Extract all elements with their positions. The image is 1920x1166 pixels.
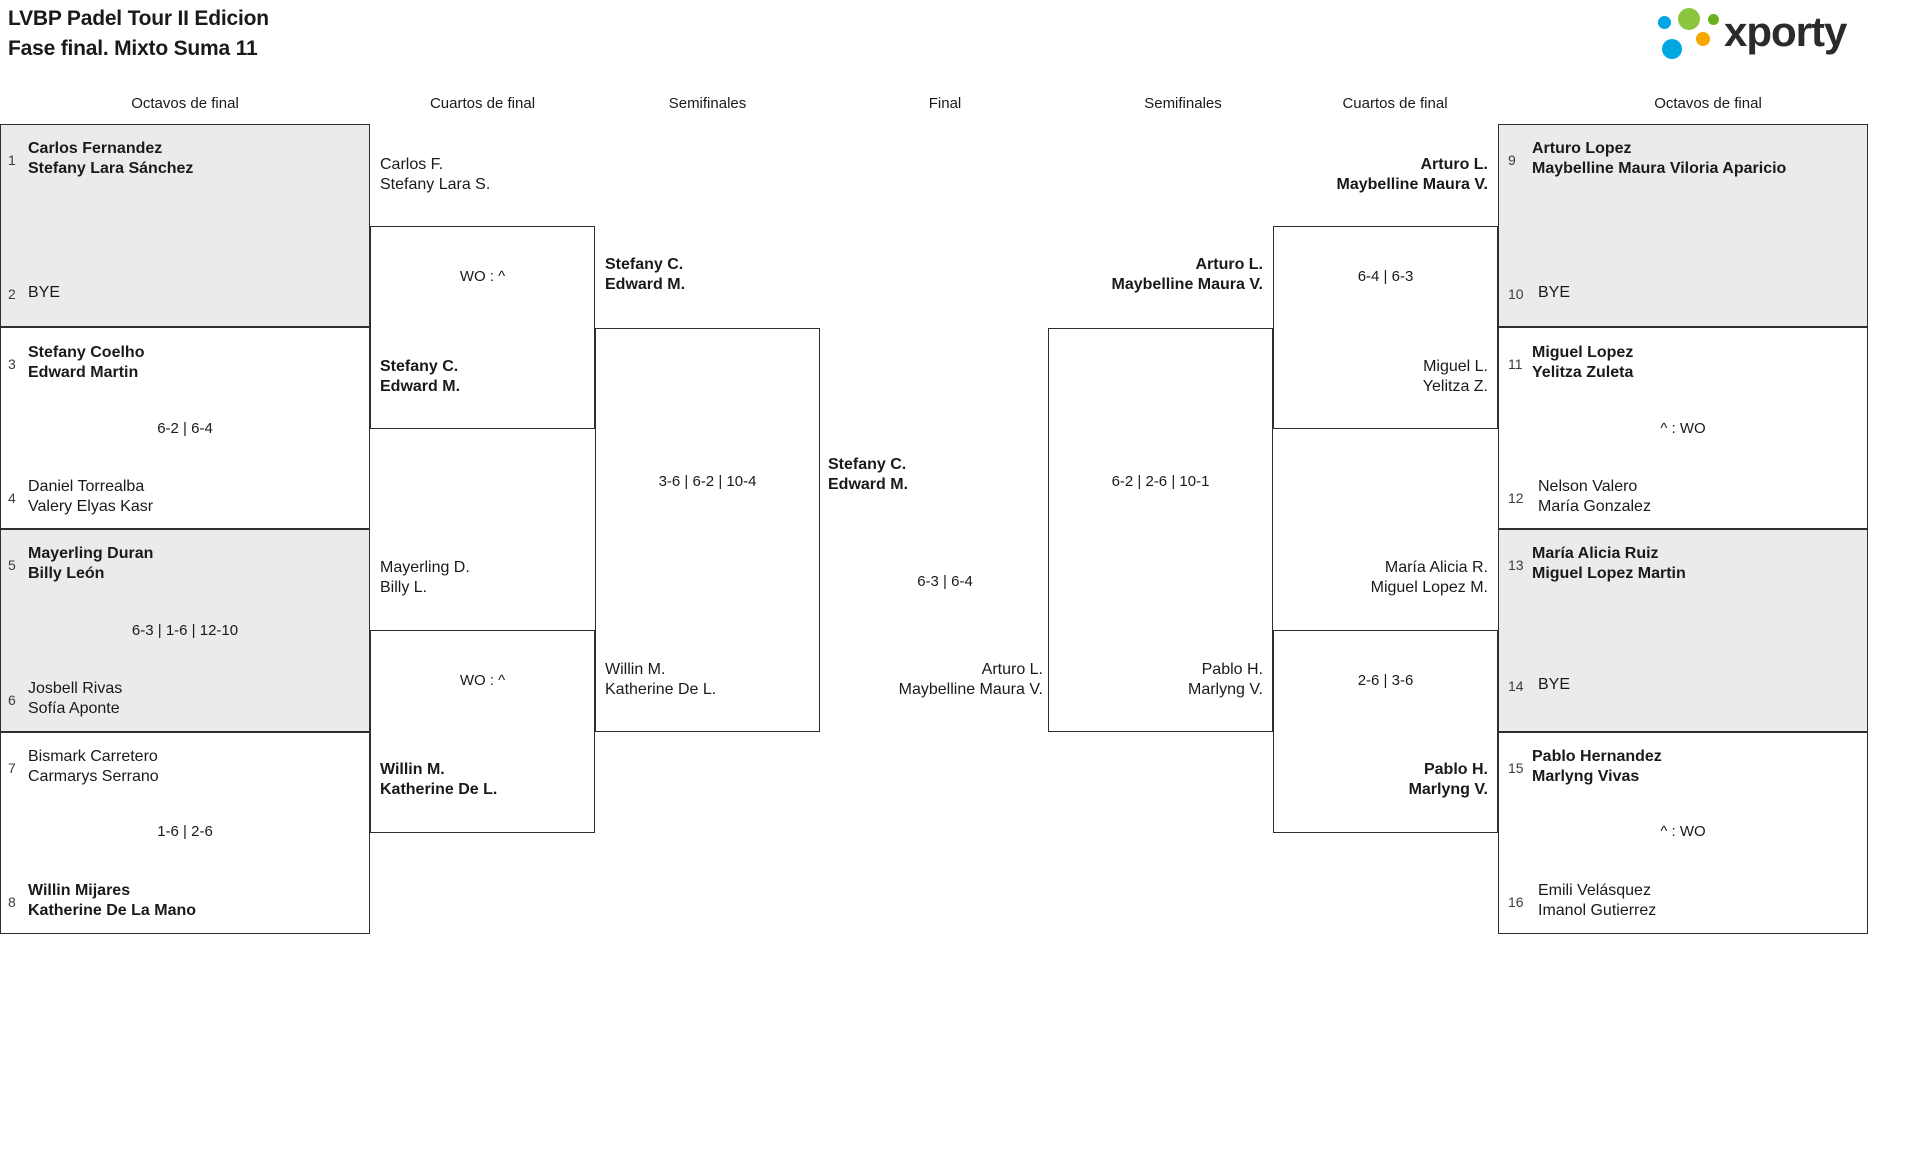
player-names: Mayerling Duran Billy León [28,545,154,582]
seed-number: 2 [8,286,16,302]
seed-number: 4 [8,490,16,506]
round-label-left-qf: Cuartos de final [429,95,536,112]
left-r16-slot-6[interactable] [0,670,370,730]
seed-number: 15 [1508,760,1524,776]
left-qf-match-2-box [370,630,595,833]
right-r16-score-15: ^ : WO [1660,823,1706,840]
seed-number: 13 [1508,557,1524,573]
tournament-phase: Fase final. Mixto Suma 11 [8,36,258,60]
seed-number: 14 [1508,678,1524,694]
player-names: Daniel Torrealba Valery Elyas Kasr [28,478,154,515]
seed-number: 9 [1508,152,1516,168]
right-r16-score-11: ^ : WO [1660,420,1706,437]
right-r16-slot-10[interactable] [1498,278,1868,318]
left-r16-slot-3[interactable] [0,334,370,394]
round-label-right-r16: Octavos de final [1654,95,1762,112]
player-names: Josbell Rivas Sofía Aponte [28,680,123,717]
right-r16-slot-12[interactable] [1498,468,1868,528]
left-r16-score-4: 1-6 | 2-6 [157,823,213,840]
left-sf-slot-1: Stefany C. Edward M. [605,256,686,293]
left-r16-slot-7[interactable] [0,738,370,798]
left-qf-slot-4: Willin M. Katherine De L. [380,761,498,798]
left-r16-score-2: 6-2 | 6-4 [157,420,213,437]
final-right-finalist: Arturo L. Maybelline Maura V. [898,661,1043,698]
final-left-finalist: Stefany C. Edward M. [828,456,909,493]
logo-dot-orange [1696,32,1710,46]
right-qf-score-2: 2-6 | 3-6 [1357,672,1414,689]
tournament-name: LVBP Padel Tour II Edicion [8,7,269,30]
player-names: Miguel Lopez Yelitza Zuleta [1532,344,1634,381]
player-names: Nelson Valero María Gonzalez [1538,478,1651,515]
logo-dot-green-large [1678,8,1700,30]
left-r16-slot-4[interactable] [0,468,370,528]
left-qf-match-1-box [370,226,595,429]
right-sf-slot-2: Pablo H. Marlyng V. [1188,661,1263,698]
logo-dot-blue-small [1658,16,1671,29]
player-names: BYE [1538,676,1571,693]
left-r16-slot-2[interactable] [0,278,370,318]
player-names: BYE [28,284,61,301]
left-qf-score-1: WO : ^ [459,268,506,285]
right-qf-score-1: 6-4 | 6-3 [1357,268,1414,285]
round-label-final: Final [928,95,962,112]
seed-number: 3 [8,356,16,372]
right-r16-slot-15[interactable] [1498,738,1868,798]
round-label-right-sf: Semifinales [1144,95,1222,112]
right-r16-slot-13[interactable] [1498,535,1868,595]
seed-number: 11 [1508,356,1523,372]
player-names: Willin Mijares Katherine De La Mano [28,882,197,919]
player-names: María Alicia Ruiz Miguel Lopez Martin [1532,545,1686,582]
left-qf-slot-1: Carlos F. Stefany Lara S. [380,156,491,193]
left-sf-score: 3-6 | 6-2 | 10-4 [658,473,757,490]
seed-number: 10 [1508,286,1524,302]
seed-number: 6 [8,692,16,708]
left-qf-slot-3: Mayerling D. Billy L. [380,559,470,596]
player-names: Pablo Hernandez Marlyng Vivas [1532,748,1662,785]
right-qf-match-1-box [1273,226,1498,429]
page-title [8,4,269,64]
round-label-left-sf: Semifinales [668,95,747,112]
left-r16-slot-5[interactable] [0,535,370,595]
player-names: BYE [1538,284,1571,301]
player-names: Carlos Fernandez Stefany Lara Sánchez [28,140,194,177]
left-qf-slot-2: Stefany C. Edward M. [380,358,461,395]
seed-number: 16 [1508,894,1524,910]
player-names: Bismark Carretero Carmarys Serrano [28,748,159,785]
right-sf-slot-1: Arturo L. Maybelline Maura V. [1111,256,1263,293]
page-header [0,0,1920,88]
seed-number: 1 [8,152,16,168]
seed-number: 12 [1508,490,1524,506]
xporty-logo [1652,6,1902,62]
player-names: Arturo Lopez Maybelline Maura Viloria Aparicio [1532,140,1787,177]
seed-number: 5 [8,557,16,573]
left-r16-slot-1[interactable] [0,130,370,190]
right-qf-match-2-box [1273,630,1498,833]
right-sf-score: 6-2 | 2-6 | 10-1 [1111,473,1210,490]
right-r16-slot-9[interactable] [1498,130,1868,190]
right-qf-slot-3: María Alicia R. Miguel Lopez M. [1370,559,1488,596]
left-r16-score-3: 6-3 | 1-6 | 12-10 [131,622,239,639]
logo-dot-green-small [1708,14,1719,25]
right-r16-slot-14[interactable] [1498,670,1868,710]
player-names: Stefany Coelho Edward Martin [28,344,145,381]
final-score: 6-3 | 6-4 [917,573,973,590]
right-qf-slot-4: Pablo H. Marlyng V. [1408,761,1488,798]
right-qf-slot-1: Arturo L. Maybelline Maura V. [1336,156,1488,193]
logo-wordmark: xporty [1724,8,1847,55]
round-label-left-r16: Octavos de final [131,95,239,112]
seed-number: 7 [8,760,16,776]
round-label-right-qf: Cuartos de final [1342,95,1448,112]
right-r16-slot-11[interactable] [1498,334,1868,394]
right-qf-slot-2: Miguel L. Yelitza Z. [1422,358,1488,395]
player-names: Emili Velásquez Imanol Gutierrez [1538,882,1657,919]
seed-number: 8 [8,894,16,910]
right-r16-slot-16[interactable] [1498,872,1868,932]
left-sf-slot-2: Willin M. Katherine De L. [605,661,717,698]
logo-dot-blue-large [1662,39,1682,59]
left-qf-score-2: WO : ^ [459,672,506,689]
left-r16-slot-8[interactable] [0,872,370,932]
